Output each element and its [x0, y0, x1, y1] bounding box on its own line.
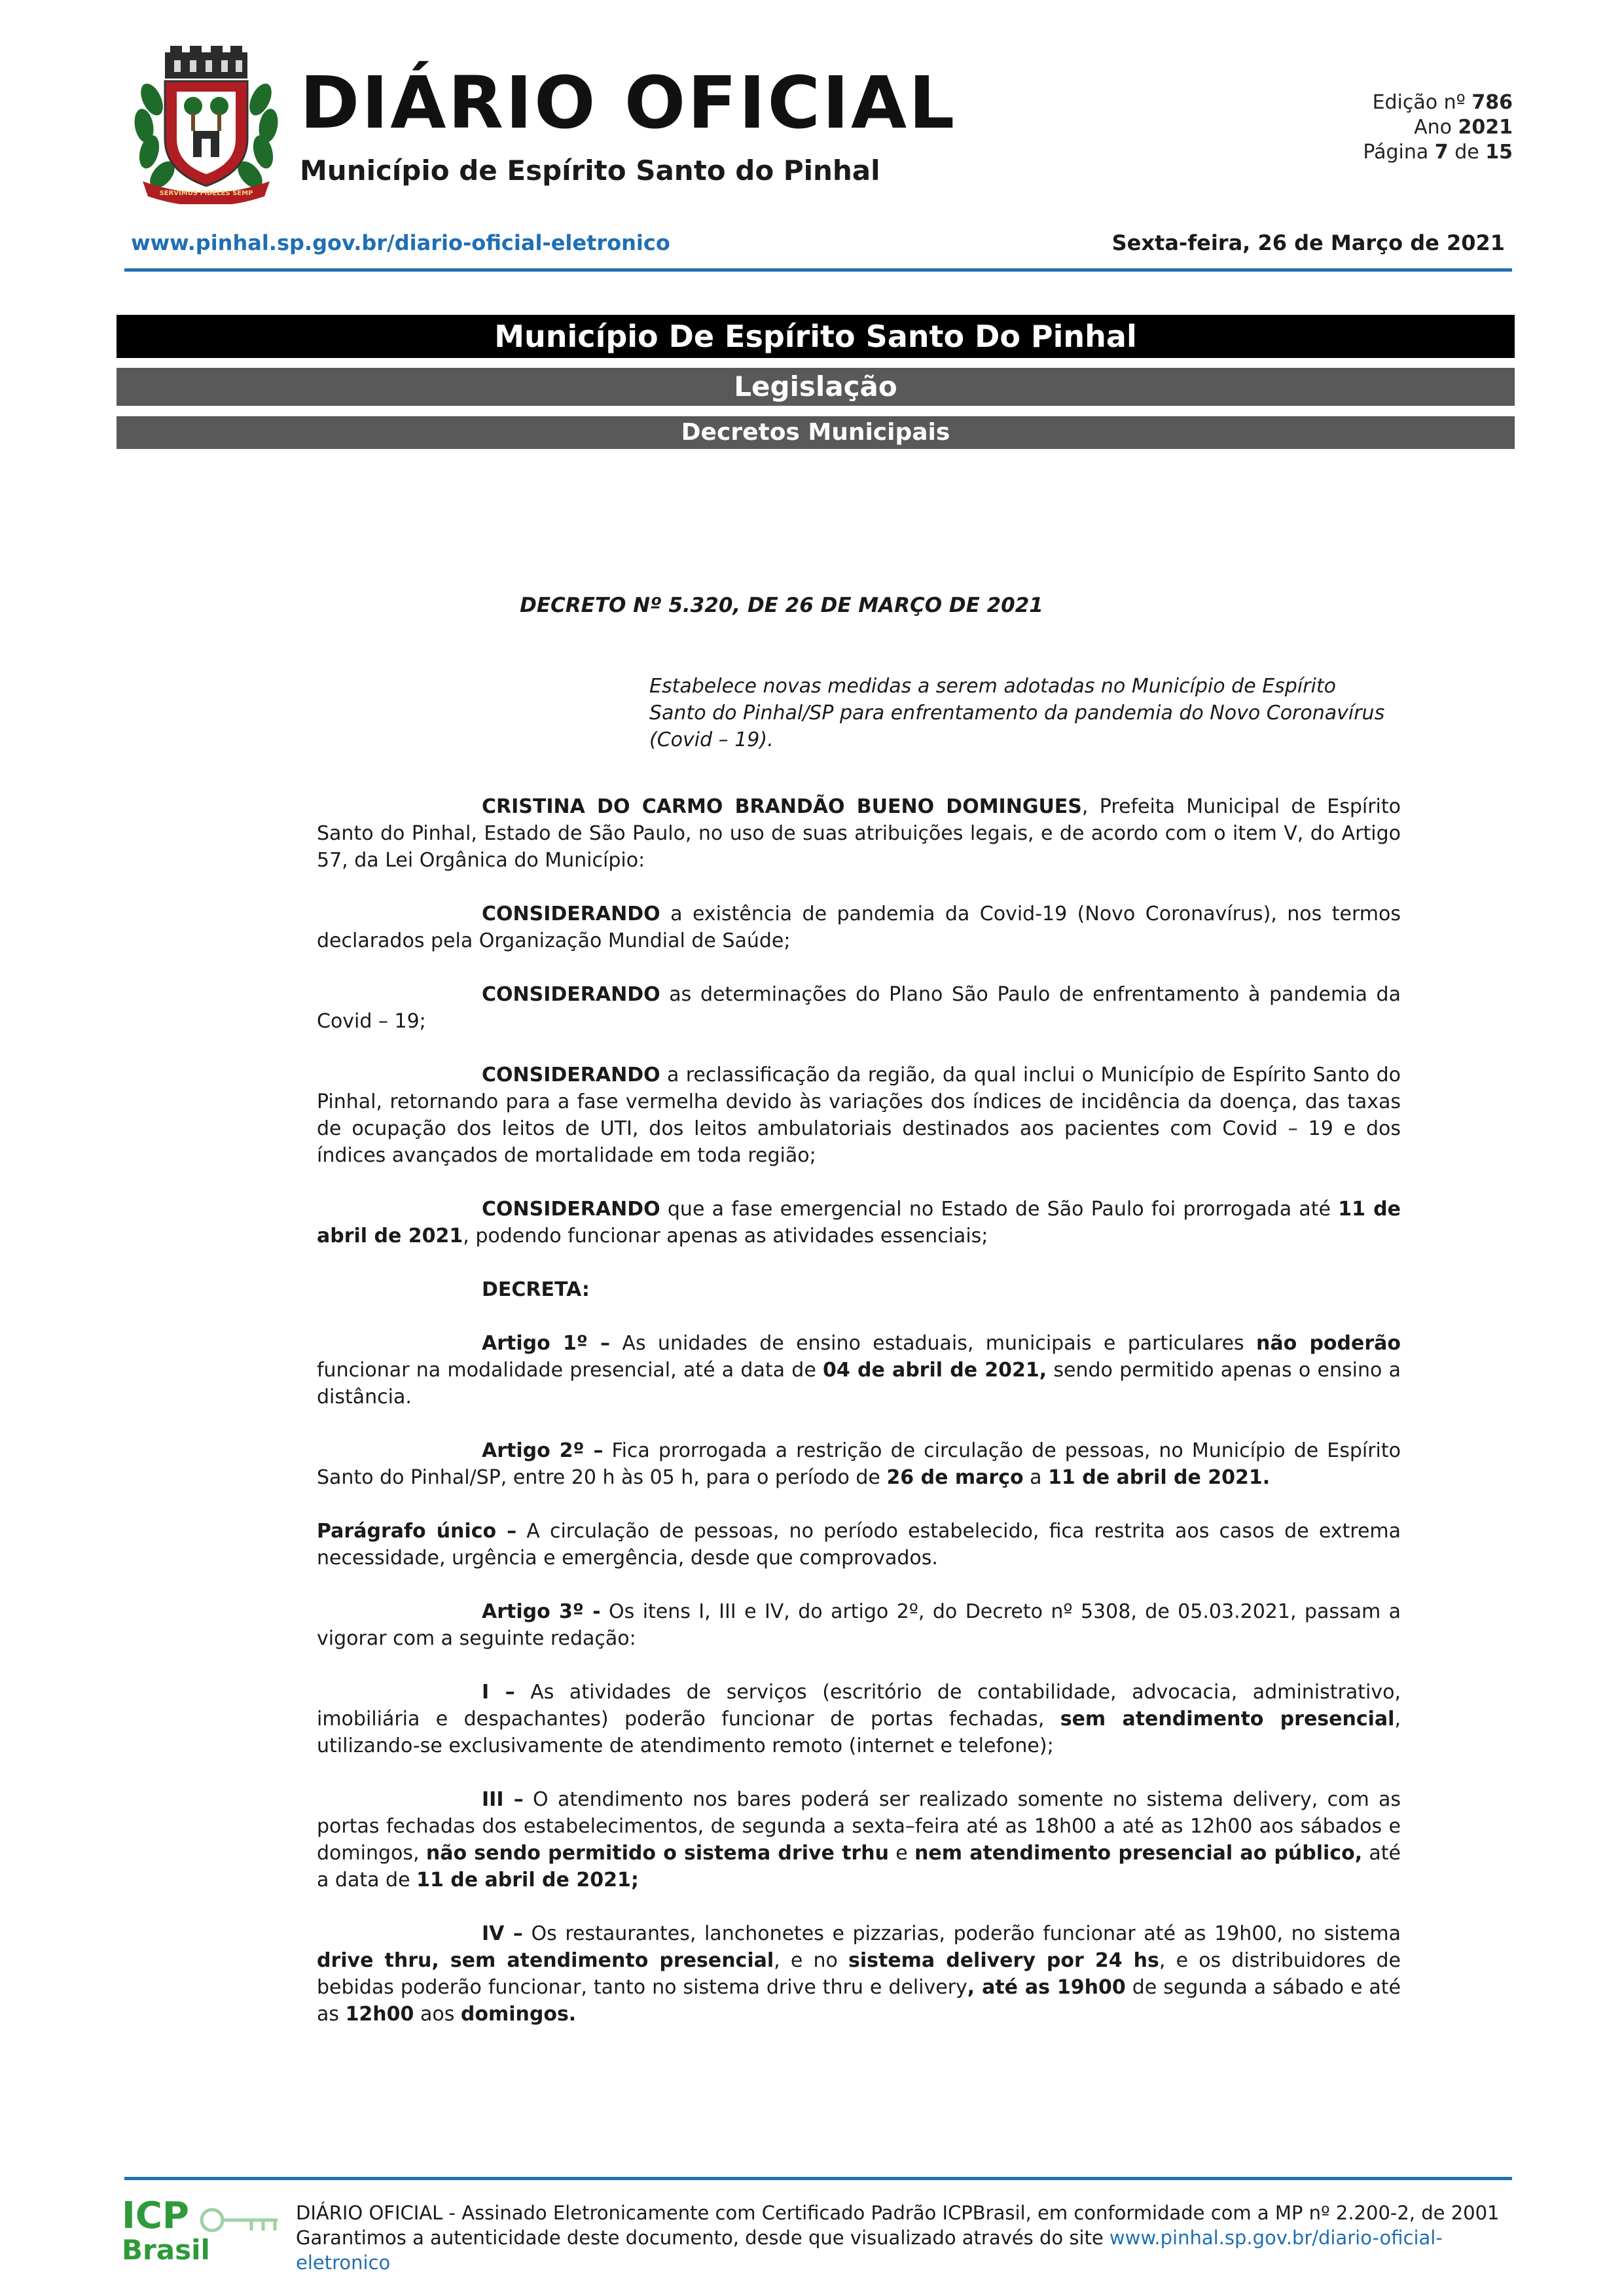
edition-number: 786: [1471, 91, 1513, 114]
svg-text:Brasil: Brasil: [122, 2234, 210, 2263]
svg-text:ICP: ICP: [122, 2195, 189, 2237]
page-current: 7: [1434, 141, 1449, 164]
footer-text: [296, 2200, 1520, 2275]
shield-icon: [165, 81, 247, 186]
icp-brasil-logo: [120, 2194, 291, 2263]
key-icon: [202, 2210, 278, 2231]
article-2: Artigo 2º – Fica prorrogada a restrição de circulação de pessoas, no Município de Espírito Santo do Pinhal/SP, entre 20 h às 05 h, para o período de 26 de março a 11 de abril de 2021.: [317, 1439, 1401, 1489]
item-iv: IV – Os restaurantes, lanchonetes e pizzarias, poderão funcionar até as 19h00, no sistema drive thru, sem atendimento presencial, e no sistema delivery por 24 hs, e os distribuidores de bebidas poderão funcionar, tanto no sistema drive thru e delivery, até as 19h00 de segunda a sábado e até as 12h00 aos domingos.: [317, 1922, 1401, 2026]
section-municipality: Município De Espírito Santo Do Pinhal: [117, 315, 1515, 358]
preamble-paragraph: CRISTINA DO CARMO BRANDÃO BUENO DOMINGUES, Prefeita Municipal de Espírito Santo do Pinhal, Estado de São Paulo, no uso de suas atribuições legais, e de acordo com o item V, do Artigo 57, da Lei Orgânica do Município:: [317, 795, 1401, 872]
section-subcategory: Decretos Municipais: [117, 416, 1515, 449]
considerando-2: CONSIDERANDO as determinações do Plano São Paulo de enfrentamento à pandemia da Covid – 19;: [317, 983, 1401, 1033]
masthead-subtitle: Município de Espírito Santo do Pinhal: [300, 154, 880, 187]
section-category: Legislação: [117, 368, 1515, 406]
site-link[interactable]: www.pinhal.sp.gov.br/diario-oficial-eletronico: [131, 230, 670, 255]
footer-divider: [124, 2177, 1512, 2180]
decree-ementa: Estabelece novas medidas a serem adotadas no Município de Espírito Santo do Pinhal/SP para enfrentamento da pandemia do Novo Coronavírus (Covid – 19).: [649, 675, 1385, 751]
decree-title: DECRETO Nº 5.320, DE 26 DE MARÇO DE 2021: [520, 594, 1043, 617]
edition-year: 2021: [1458, 116, 1513, 139]
decreta-heading: DECRETA:: [482, 1278, 590, 1301]
mural-crown-icon: [165, 46, 247, 79]
edition-info: Edição nº 786 Ano 2021 Página 7 de 15: [1363, 91, 1513, 164]
municipal-coat-of-arms: [124, 41, 288, 204]
considerando-1: CONSIDERANDO a existência de pandemia da Covid-19 (Novo Coronavírus), nos termos declarados pela Organização Mundial de Saúde;: [317, 903, 1401, 952]
article-3: Artigo 3º - Os itens I, III e IV, do artigo 2º, do Decreto nº 5308, de 05.03.2021, passam a vigorar com a seguinte redação:: [317, 1600, 1401, 1650]
page-total: 15: [1485, 141, 1513, 164]
header-divider: [124, 268, 1512, 272]
item-iii: III – O atendimento nos bares poderá ser realizado somente no sistema delivery, com as portas fechadas dos estabelecimentos, de segunda a sexta–feira até as 18h00 a até as 12h00 aos sábados e domingos, não sendo permitido o sistema drive trhu e nem atendimento presencial ao público, até a data de 11 de abril de 2021;: [317, 1788, 1401, 1892]
svg-text:SERVIMUS FIDELES SEMP: SERVIMUS FIDELES SEMP: [159, 190, 253, 197]
considerando-4: CONSIDERANDO que a fase emergencial no Estado de São Paulo foi prorrogada até 11 de abril de 2021, podendo funcionar apenas as atividades essenciais;: [317, 1198, 1401, 1247]
considerando-3: CONSIDERANDO a reclassificação da região, da qual inclui o Município de Espírito Santo do Pinhal, retornando para a fase vermelha devido às variações dos índices de incidência da doença, das taxas de ocupação dos leitos de UTI, dos leitos ambulatoriais destinados aos pacientes com Covid – 19 e dos índices avançados de mortalidade em toda região;: [317, 1064, 1401, 1167]
footer-line-2: Garantimos a autenticidade deste documento, desde que visualizado através do site www.pinhal.sp.gov.br/diario-oficial-eletronico: [296, 2227, 1443, 2274]
publication-date: Sexta-feira, 26 de Março de 2021: [1111, 230, 1505, 255]
masthead-title: DIÁRIO OFICIAL: [300, 61, 957, 145]
sole-paragraph: Parágrafo único – A circulação de pessoas, no período estabelecido, fica restrita aos casos de extrema necessidade, urgência e emergência, desde que comprovados.: [317, 1520, 1401, 1570]
item-i: I – As atividades de serviços (escritório de contabilidade, advocacia, administrativo, imobiliária e despachantes) poderão funcionar de portas fechadas, sem atendimento presencial, utilizando-se exclusivamente de atendimento remoto (internet e telefone);: [317, 1681, 1401, 1757]
article-1: Artigo 1º – As unidades de ensino estaduais, municipais e particulares não poderão funcionar na modalidade presencial, até a data de 04 de abril de 2021, sendo permitido apenas o ensino a distância.: [317, 1332, 1401, 1408]
footer-site-link[interactable]: www.pinhal.sp.gov.br/diario-oficial-eletronico: [296, 2227, 1443, 2274]
footer-line-1: DIÁRIO OFICIAL - Assinado Eletronicamente com Certificado Padrão ICPBrasil, em conformidade com a MP nº 2.200-2, de 2001: [296, 2202, 1500, 2224]
